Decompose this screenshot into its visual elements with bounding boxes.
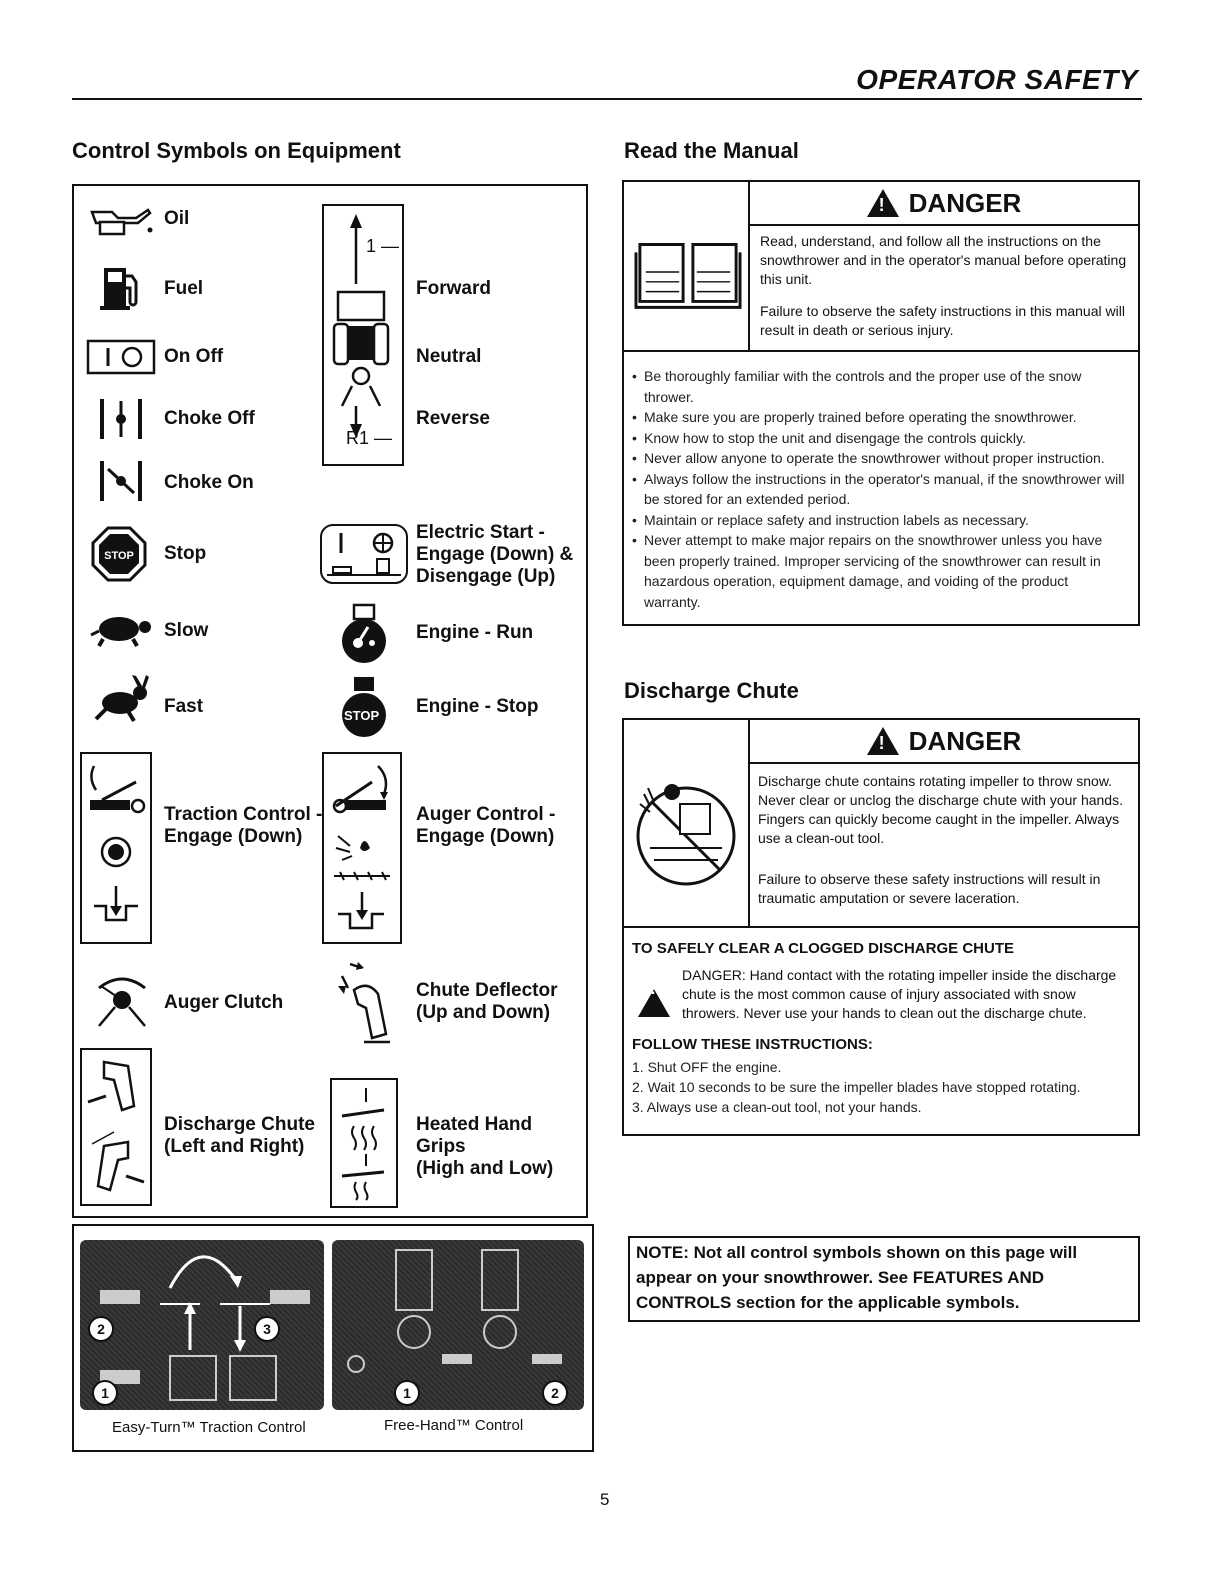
oil-can-icon [82,200,160,240]
choke-on-icon [82,458,160,504]
manual-bullet: • Never attempt to make major repairs on the snowthrower unless you have been properly trained. Improper servicing of the snowthrower can result in hazardous operation, equipment damage, and voiding of the product warranty. [632,530,1126,612]
manual-bullet: • Make sure you are properly trained before operating the snowthrower. [632,407,1126,428]
manual-bullet: • Know how to stop the unit and disengage the controls quickly. [632,428,1126,449]
chute-hazard-cell [624,720,750,926]
symbol-label-chute-deflector: Chute Deflector (Up and Down) [416,980,558,1023]
page-header-title: OPERATOR SAFETY [856,64,1138,95]
engine-stop-icon [324,674,404,740]
choke-off-icon [82,396,160,442]
free-hand-caption: Free-Hand™ Control [384,1417,524,1434]
control-figures-panel [72,1224,594,1452]
heated-grips-icon [330,1078,398,1208]
follow-instructions-heading: FOLLOW THESE INSTRUCTIONS: [632,1036,873,1053]
symbol-label-neutral: Neutral [416,346,482,367]
symbol-label-traction-control: Traction Control - Engage (Down) [164,804,323,847]
turtle-icon [82,610,162,650]
manual-bullet: • Always follow the instructions in the operator's manual, if the snowthrower will be stored for an extended period. [632,469,1126,510]
note-box: NOTE: Not all control symbols shown on this page will appear on your snowthrower. See FEATURES AND CONTROLS section for the applicable symbols. [628,1236,1140,1322]
symbol-label-forward: Forward [416,278,491,299]
hand-in-chute-icon [630,764,742,894]
warning-triangle-icon [867,727,899,755]
svg-text:STOP: STOP [104,550,134,562]
on-off-icon [82,336,160,378]
clear-chute-heading: TO SAFELY CLEAR A CLOGGED DISCHARGE CHUTE [632,940,1014,957]
chute-danger-text-2: Failure to observe these safety instructions will result in traumatic amputation or severe laceration. [758,871,1101,906]
electric-start-icon [318,522,410,586]
symbol-label-slow: Slow [164,620,209,641]
callout-1b: 1 [394,1380,420,1406]
discharge-chute-panel [622,718,1140,1136]
symbol-label-stop: Stop [164,543,207,564]
symbol-label-fast: Fast [164,696,204,717]
danger-label: DANGER [908,725,1022,756]
warning-triangle-icon [867,189,899,217]
step-1: 1. Shut OFF the engine. [632,1059,782,1075]
chute-divider [624,926,1138,928]
symbol-label-heated-grips: Heated Hand Grips (High and Low) [416,1114,554,1179]
read-manual-panel [622,180,1140,626]
symbol-label-electric-start: Electric Start - Engage (Down) & Disengage (Up) [416,522,574,587]
read-manual-title: Read the Manual [624,138,799,163]
discharge-chute-icon [80,1048,152,1206]
manual-book-cell [624,182,750,350]
auger-clutch-icon [82,964,162,1034]
manual-danger-text-1: Read, understand, and follow all the instructions on the snowthrower and in the operator's manual before operating this unit. [760,233,1127,287]
callout-2: 2 [88,1316,114,1342]
manual-bullet: • Never allow anyone to operate the snowthrower without proper instruction. [632,448,1126,469]
clear-chute-danger-text: DANGER: Hand contact with the rotating impeller inside the discharge chute is the most common cause of injury associated with snow throwers. Never use your hands to clean out the discharge chute. [682,967,1117,1021]
manual-divider [624,350,1138,352]
header-rule [72,98,1142,100]
symbol-label-reverse: Reverse [416,408,490,429]
auger-control-icon [322,752,402,944]
page-number: 5 [600,1490,610,1509]
easy-turn-illustration [80,1240,324,1410]
manual-bullet: • Be thoroughly familiar with the controls and the proper use of the snow thrower. [632,366,1126,407]
manual-bullet-list [632,366,1126,612]
forward-mark: 1 — [366,236,400,256]
symbol-label-oil: Oil [164,208,190,229]
danger-header-manual [750,182,1138,226]
symbol-label-choke-on: Choke On [164,472,254,493]
step-2: 2. Wait 10 seconds to be sure the impeller blades have stopped rotating. [632,1079,1081,1095]
danger-label: DANGER [908,187,1022,218]
engine-stop-text: STOP [344,708,380,723]
traction-control-icon [80,752,152,944]
fuel-pump-icon [82,262,160,312]
symbol-label-fuel: Fuel [164,278,204,299]
free-hand-illustration [332,1240,584,1410]
callout-1: 1 [92,1380,118,1406]
drive-direction-icon [322,204,404,466]
engine-run-icon [324,602,404,666]
easy-turn-caption: Easy-Turn™ Traction Control [112,1419,306,1436]
danger-header-chute [750,720,1138,764]
callout-3: 3 [254,1316,280,1342]
callout-2b: 2 [542,1380,568,1406]
rabbit-icon [82,674,162,724]
control-symbols-title: Control Symbols on Equipment [72,138,401,163]
control-symbols-panel [72,184,588,1218]
symbol-label-choke-off: Choke Off [164,408,255,429]
symbol-label-auger-control: Auger Control - Engage (Down) [416,804,556,847]
manual-danger-text-2: Failure to observe the safety instructions in this manual will result in death or serious injury. [760,303,1125,338]
stop-sign-icon [84,524,154,584]
symbol-label-on-off: On Off [164,346,224,367]
chute-danger-text-1: Discharge chute contains rotating impeller to throw snow. Never clear or unclog the discharge chute with your hands. Fingers can quickly become caught in the impeller. Always use a clean-out tool. [758,773,1123,846]
step-3: 3. Always use a clean-out tool, not your hands. [632,1099,922,1115]
symbol-label-discharge-chute: Discharge Chute (Left and Right) [164,1114,315,1157]
discharge-chute-title: Discharge Chute [624,678,799,703]
open-book-icon [634,232,742,312]
manual-bullet: • Maintain or replace safety and instruction labels as necessary. [632,510,1126,531]
symbol-label-engine-run: Engine - Run [416,622,534,643]
symbol-label-engine-stop: Engine - Stop [416,696,539,717]
reverse-mark: R1 — [346,428,393,448]
symbol-label-auger-clutch: Auger Clutch [164,992,284,1013]
warning-triangle-icon [638,972,670,1017]
chute-deflector-icon [324,958,404,1050]
